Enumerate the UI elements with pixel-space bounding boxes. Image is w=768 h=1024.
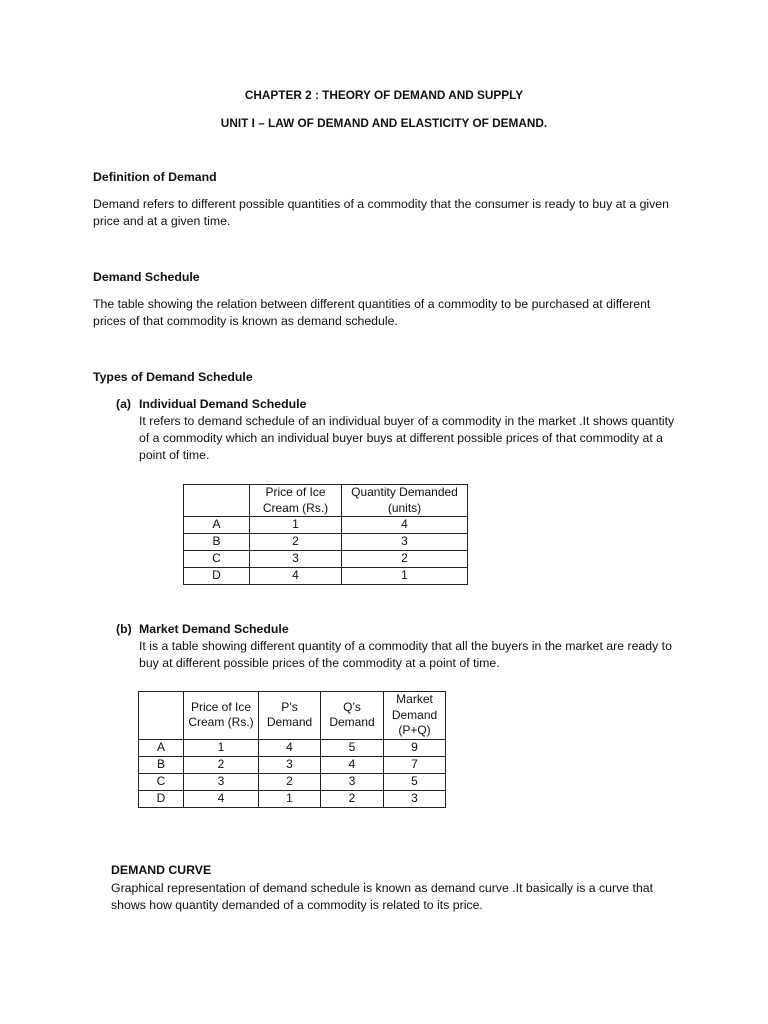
table-row bbox=[139, 739, 446, 756]
table-cell: A bbox=[184, 517, 250, 534]
individual-marker: (a) bbox=[116, 397, 132, 411]
table-cell: 3 bbox=[250, 551, 342, 568]
schedule-heading: Demand Schedule bbox=[93, 270, 200, 284]
table-cell: 9 bbox=[384, 739, 446, 756]
table-cell: 2 bbox=[259, 773, 321, 790]
table-cell: 5 bbox=[384, 773, 446, 790]
table-cell: 3 bbox=[384, 790, 446, 807]
table-row bbox=[184, 568, 468, 585]
table-header-cell: Market Demand (P+Q) bbox=[384, 692, 446, 740]
table-row bbox=[139, 773, 446, 790]
table-cell: B bbox=[184, 534, 250, 551]
table-header-cell: Quantity Demanded (units) bbox=[342, 485, 468, 517]
market-demand-table bbox=[138, 691, 446, 808]
table-cell: 3 bbox=[321, 773, 384, 790]
table-header-cell: Price of Ice Cream (Rs.) bbox=[184, 692, 259, 740]
individual-demand-table bbox=[183, 484, 468, 585]
market-marker: (b) bbox=[116, 622, 132, 636]
table-cell: 4 bbox=[184, 790, 259, 807]
market-text: It is a table showing different quantity of a commodity that all the buyers in the market are ready to buy at different possible prices of the commodity at a point of time. bbox=[139, 639, 672, 670]
table-row bbox=[184, 534, 468, 551]
table-header-cell: Price of Ice Cream (Rs.) bbox=[250, 485, 342, 517]
table-cell: B bbox=[139, 756, 184, 773]
table-row bbox=[184, 551, 468, 568]
table-header-cell: P’s Demand bbox=[259, 692, 321, 740]
unit-title: UNIT I – LAW OF DEMAND AND ELASTICITY OF DEMAND. bbox=[220, 116, 548, 130]
table-cell: D bbox=[139, 790, 184, 807]
individual-heading: Individual Demand Schedule bbox=[139, 397, 307, 411]
table-cell: D bbox=[184, 568, 250, 585]
table-cell: A bbox=[139, 739, 184, 756]
table-cell: 3 bbox=[342, 534, 468, 551]
schedule-text: The table showing the relation between different quantities of a commodity to be purchased at different prices of that commodity is known as demand schedule. bbox=[93, 297, 651, 328]
table-header-row bbox=[139, 692, 446, 740]
table-cell: 4 bbox=[259, 739, 321, 756]
table-cell: 1 bbox=[250, 517, 342, 534]
table-cell: 2 bbox=[250, 534, 342, 551]
types-heading: Types of Demand Schedule bbox=[93, 370, 253, 384]
table-cell: 3 bbox=[184, 773, 259, 790]
table-header-cell bbox=[184, 485, 250, 517]
table-cell: 3 bbox=[259, 756, 321, 773]
table-cell: 2 bbox=[342, 551, 468, 568]
table-cell: 1 bbox=[342, 568, 468, 585]
table-cell: 4 bbox=[250, 568, 342, 585]
table-header-cell bbox=[139, 692, 184, 740]
table-cell: 5 bbox=[321, 739, 384, 756]
table-header-cell: Q’s Demand bbox=[321, 692, 384, 740]
demand-curve-heading: DEMAND CURVE bbox=[111, 863, 212, 877]
table-cell: 7 bbox=[384, 756, 446, 773]
table-cell: C bbox=[139, 773, 184, 790]
table-header-row bbox=[184, 485, 468, 517]
individual-text: It refers to demand schedule of an individual buyer of a commodity in the market .It shows quantity of a commodity which an individual buyer buys at different possible prices of that commodity at a point of time. bbox=[139, 414, 675, 462]
definition-heading: Definition of Demand bbox=[93, 170, 217, 184]
table-cell: 4 bbox=[321, 756, 384, 773]
table-cell: C bbox=[184, 551, 250, 568]
table-cell: 2 bbox=[321, 790, 384, 807]
demand-curve-text: Graphical representation of demand schedule is known as demand curve .It basically is a curve that shows how quantity demanded of a commodity is related to its price. bbox=[111, 881, 654, 912]
table-row bbox=[139, 790, 446, 807]
definition-text: Demand refers to different possible quantities of a commodity that the consumer is ready to buy at a given price and at a given time. bbox=[93, 197, 669, 228]
table-cell: 4 bbox=[342, 517, 468, 534]
market-heading: Market Demand Schedule bbox=[139, 622, 289, 636]
table-cell: 2 bbox=[184, 756, 259, 773]
table-cell: 1 bbox=[259, 790, 321, 807]
chapter-title: CHAPTER 2 : THEORY OF DEMAND AND SUPPLY bbox=[244, 88, 524, 102]
table-cell: 1 bbox=[184, 739, 259, 756]
table-row bbox=[139, 756, 446, 773]
table-row bbox=[184, 517, 468, 534]
